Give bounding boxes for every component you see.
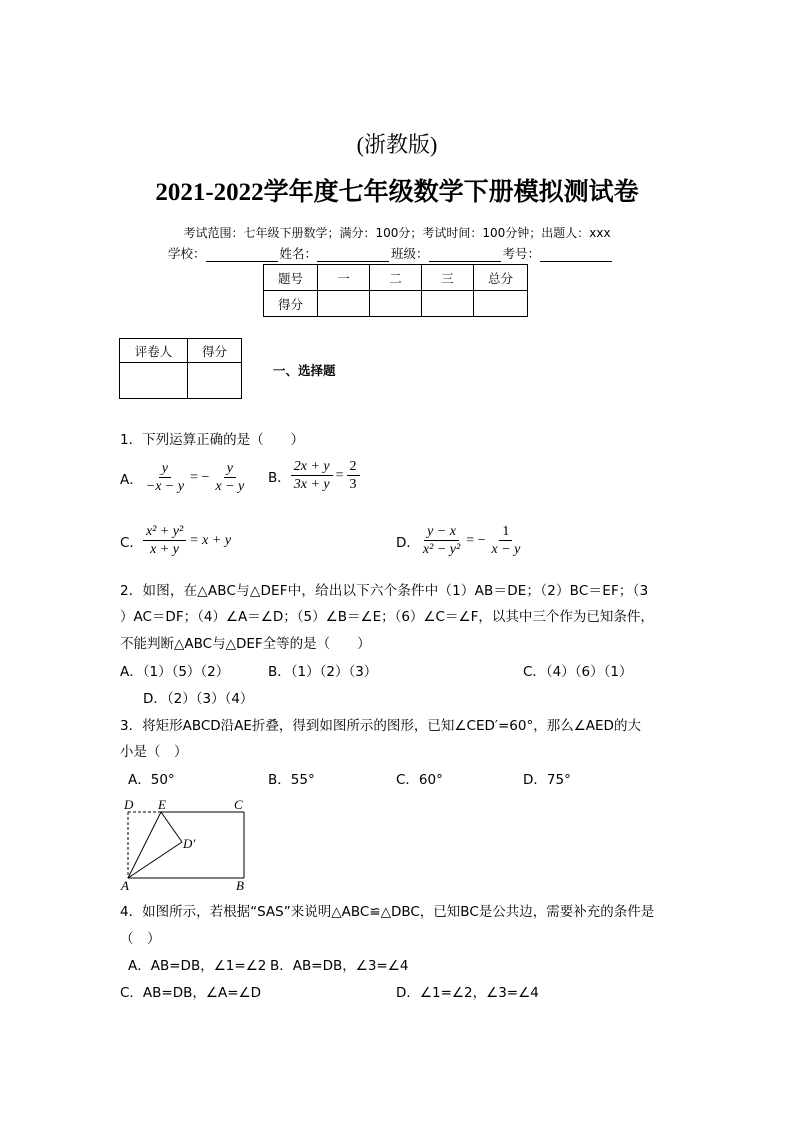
q1-option-c[interactable] <box>120 524 231 557</box>
q4-option-b[interactable]: B．AB=DB，∠3=∠4 <box>270 958 409 974</box>
q1-option-b[interactable] <box>268 459 360 492</box>
score-header-cell: 二 <box>370 265 422 291</box>
q1-d-expression <box>420 524 523 557</box>
score-cell[interactable] <box>474 291 528 317</box>
q1-a-eq: = − <box>190 469 210 485</box>
q1-b-num-left: 2x + y <box>291 459 333 476</box>
score-cell[interactable] <box>422 291 474 317</box>
fig-label-a: A <box>121 878 129 892</box>
q1-d-num-right: 1 <box>499 524 512 541</box>
q1-b-den-right: 3 <box>349 477 357 492</box>
fig-label-c: C <box>234 797 243 812</box>
q1-d-den-right: x − y <box>491 542 521 557</box>
question-2-line-1: 2．如图，在△ABC与△DEF中，给出以下六个条件中（1）AB＝DE；（2）BC＝EF；（3 <box>120 583 649 599</box>
q3-rectangle-fold-figure <box>118 796 258 892</box>
q4-option-c[interactable]: C．AB=DB，∠A=∠D <box>120 985 262 1001</box>
exam-no-label: 考号： <box>502 246 541 261</box>
question-3-line-2: 小是（ ） <box>120 744 188 760</box>
q1-b-expression <box>291 459 360 492</box>
fig-label-b: B <box>236 878 244 892</box>
q1-option-d[interactable] <box>396 524 523 557</box>
q1-d-eq: = − <box>466 532 486 548</box>
exam-info-line: 考试范围：七年级下册数学；满分：100分；考试时间：100分钟；出题人：xxx <box>183 226 611 240</box>
q1-c-rhs: = x + y <box>189 532 232 548</box>
grader-cell[interactable] <box>120 363 188 399</box>
fig-label-e: E <box>158 797 166 812</box>
grader-score-cell[interactable] <box>188 363 242 399</box>
q3-option-d[interactable]: D．75° <box>523 772 571 788</box>
score-header-cell: 总分 <box>474 265 528 291</box>
q1-a-expression <box>143 461 248 494</box>
grader-table <box>119 338 242 399</box>
question-2-line-2: ）AC＝DF；（4）∠A＝∠D；（5）∠B＝∠E；（6）∠C＝∠F，以其中三个作为已知条件， <box>120 609 654 625</box>
q1-b-num-right: 2 <box>347 459 360 476</box>
school-blank[interactable] <box>206 250 278 262</box>
q1-c-den: x + y <box>150 542 180 557</box>
q2-option-d[interactable]: D．（2）（3）（4） <box>143 691 254 707</box>
q1-d-num-left: y − x <box>424 524 459 541</box>
q2-option-b[interactable]: B．（1）（2）（3） <box>268 664 378 680</box>
q1-option-a[interactable] <box>120 461 247 494</box>
q1-a-den-right: x − y <box>215 479 245 494</box>
school-label: 学校： <box>168 246 206 261</box>
q1-d-label: D． <box>396 534 420 551</box>
q2-option-a[interactable]: A．（1）（5）（2） <box>120 664 230 680</box>
q1-a-den-left: −x − y <box>145 479 185 494</box>
q1-a-num-left: y <box>159 461 171 478</box>
name-blank[interactable] <box>317 250 389 262</box>
score-header-cell: 三 <box>422 265 474 291</box>
q3-option-c[interactable]: C．60° <box>396 772 443 788</box>
question-4-line-2: （ ） <box>120 931 161 947</box>
fig-label-d-prime: D′ <box>183 836 196 851</box>
score-cell[interactable] <box>318 291 370 317</box>
q1-b-eq: = <box>335 467 344 483</box>
section-title: 一、选择题 <box>273 363 336 378</box>
exam-no-blank[interactable] <box>540 250 612 262</box>
q2-option-c[interactable]: C．（4）（6）（1） <box>523 664 633 680</box>
score-row-label: 得分 <box>264 291 318 317</box>
class-blank[interactable] <box>429 250 501 262</box>
q4-option-a[interactable]: A．AB=DB，∠1=∠2 <box>128 958 267 974</box>
page-title: 2021-2022学年度七年级数学下册模拟测试卷 <box>155 179 639 206</box>
name-label: 姓名： <box>279 246 318 261</box>
q1-c-num: x² + y² <box>143 524 186 541</box>
edition-label: (浙教版) <box>356 132 438 157</box>
q1-c-expression <box>143 524 231 557</box>
q4-option-d[interactable]: D．∠1=∠2，∠3=∠4 <box>396 985 539 1001</box>
q1-c-label: C． <box>120 534 143 551</box>
fig-label-d: D <box>124 797 134 812</box>
q1-b-den-left: 3x + y <box>293 477 330 492</box>
score-header-cell: 题号 <box>264 265 318 291</box>
score-header-cell: 一 <box>318 265 370 291</box>
q1-a-label: A． <box>120 471 143 488</box>
q1-b-label: B． <box>268 469 291 486</box>
grader-header: 评卷人 <box>120 339 188 363</box>
student-info-line <box>168 244 612 262</box>
score-table <box>263 264 528 317</box>
question-2-line-3: 不能判断△ABC与△DEF全等的是（ ） <box>120 636 371 652</box>
question-1-stem: 1．下列运算正确的是（ ） <box>120 432 305 448</box>
class-label: 班级： <box>391 246 429 261</box>
question-3-line-1: 3．将矩形ABCD沿AE折叠，得到如图所示的图形，已知∠CED′=60°，那么∠AED的大 <box>120 718 641 734</box>
q3-option-a[interactable]: A．50° <box>128 772 175 788</box>
q3-option-b[interactable]: B．55° <box>268 772 315 788</box>
score-cell[interactable] <box>370 291 422 317</box>
question-4-line-1: 4．如图所示，若根据“SAS”来说明△ABC≌△DBC，已知BC是公共边，需要补充的条件是 <box>120 904 655 920</box>
q1-a-num-right: y <box>224 461 236 478</box>
grader-score-header: 得分 <box>188 339 242 363</box>
q1-d-den-left: x² − y² <box>422 542 461 557</box>
